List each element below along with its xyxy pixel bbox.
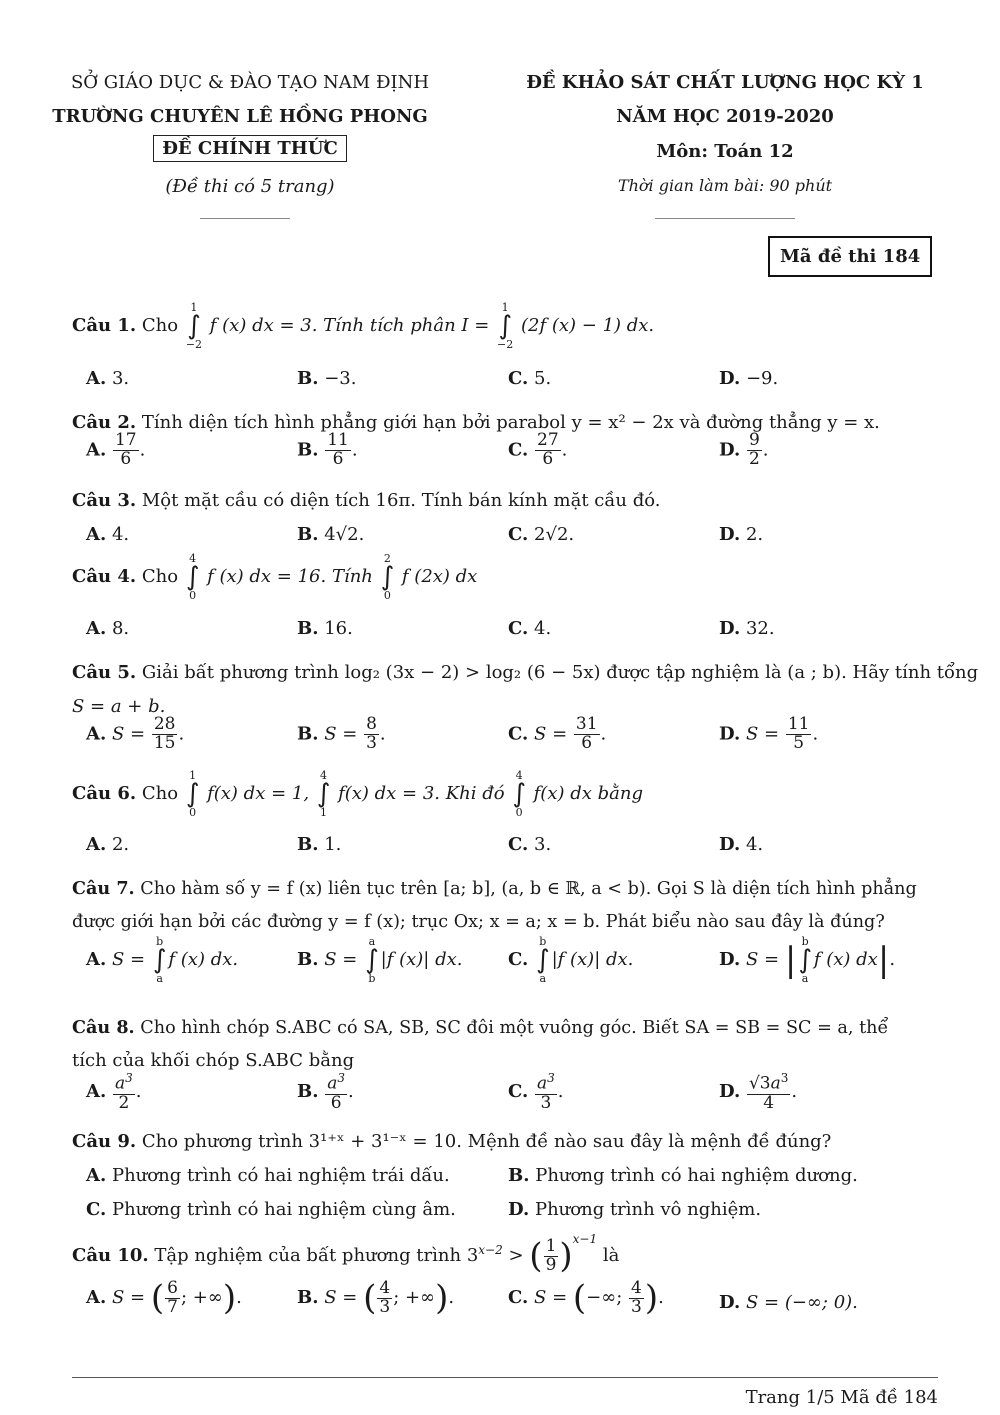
question-2: Câu 2. Tính diện tích hình phẳng giới hạn bởi parabol y = x² − 2x và đường thẳng y = x. bbox=[72, 412, 880, 433]
integral-symbol: 4 ∫ 0 bbox=[185, 552, 200, 602]
q8-option-a[interactable]: A. $\frac{a^3}{2}$ . bbox=[86, 1071, 142, 1113]
q10-option-d[interactable]: D. S = (−∞; 0). bbox=[719, 1292, 858, 1313]
q7-option-c[interactable]: C. b ∫ a |f (x)| dx. bbox=[508, 935, 634, 985]
question-2-text: Tính diện tích hình phẳng giới hạn bởi parabol y = x² − 2x và đường thẳng y = x. bbox=[141, 412, 880, 433]
school-year: NĂM HỌC 2019-2020 bbox=[616, 106, 834, 127]
q8-option-c[interactable]: C. $\frac{a^3}{3}$ . bbox=[508, 1071, 564, 1113]
footer-divider bbox=[72, 1377, 938, 1378]
q8-option-d[interactable]: D. $\frac{√3a^3}{4}$ . bbox=[719, 1071, 798, 1113]
q4-option-c[interactable]: C. 4. bbox=[508, 618, 552, 639]
question-5-text-2: S = a + b. bbox=[72, 696, 166, 717]
integral-symbol: b ∫ a bbox=[798, 935, 812, 985]
integral-symbol: 4 ∫ 0 bbox=[512, 769, 526, 819]
q10-option-c[interactable]: C. S = (−∞; $\frac{4}{3}$ ). bbox=[508, 1277, 664, 1318]
subject: Môn: Toán 12 bbox=[656, 141, 794, 162]
official-badge: ĐỀ CHÍNH THỨC bbox=[153, 135, 347, 162]
question-8: Câu 8. Cho hình chóp S.ABC có SA, SB, SC đôi một vuông góc. Biết SA = SB = SC = a, thể bbox=[72, 1017, 889, 1038]
q8-option-b[interactable]: B. $\frac{a^3}{6}$ . bbox=[297, 1071, 354, 1113]
q1-option-a[interactable]: A. 3. bbox=[86, 368, 130, 389]
q4-option-d[interactable]: D. 32. bbox=[719, 618, 775, 639]
school-name: TRƯỜNG CHUYÊN LÊ HỒNG PHONG bbox=[52, 106, 428, 127]
q4-option-b[interactable]: B. 16. bbox=[297, 618, 353, 639]
integral-symbol: b ∫ a bbox=[152, 935, 167, 985]
integral-symbol: a ∫ b bbox=[365, 935, 379, 985]
exam-code-box: Mã đề thi 184 bbox=[768, 236, 932, 277]
q3-option-c[interactable]: C. 2√2. bbox=[508, 524, 575, 545]
q1-option-c[interactable]: C. 5. bbox=[508, 368, 552, 389]
q6-option-c[interactable]: C. 3. bbox=[508, 834, 552, 855]
q2-option-c[interactable]: C. $\frac{27}{6}$ . bbox=[508, 430, 568, 469]
exam-title: ĐỀ KHẢO SÁT CHẤT LƯỢNG HỌC KỲ 1 bbox=[526, 72, 924, 93]
question-5: Câu 5. Giải bất phương trình log₂ (3x − 2) > log₂ (6 − 5x) được tập nghiệm là (a ; b). Hãy tính tổng bbox=[72, 662, 979, 683]
header-left-rule bbox=[200, 218, 290, 219]
q7-option-a[interactable]: A. S = b ∫ a f (x) dx. bbox=[86, 935, 239, 985]
q9-option-d[interactable]: D. Phương trình vô nghiệm. bbox=[508, 1199, 762, 1220]
question-1-text-3: (2f (x) − 1) dx. bbox=[520, 315, 655, 336]
question-1 bbox=[72, 302, 654, 350]
q4-option-a[interactable]: A. 8. bbox=[86, 618, 130, 639]
question-9: Câu 9. Cho phương trình 3¹⁺ˣ + 3¹⁻ˣ = 10. Mệnh đề nào sau đây là mệnh đề đúng? bbox=[72, 1131, 832, 1152]
question-7: Câu 7. Cho hàm số y = f (x) liên tục trên [a; b], (a, b ∈ ℝ, a < b). Gọi S là diện tích hình phẳng bbox=[72, 878, 917, 899]
integral-symbol: 1 ∫ −2 bbox=[497, 301, 514, 351]
q10-option-b[interactable]: B. S = ( $\frac{4}{3}$ ; +∞). bbox=[297, 1277, 455, 1318]
question-10: Câu 10. Tập nghiệm của bất phương trình $3^{x-2}$ > ( $\frac{1}{9}$ )$^{x-1}$ là bbox=[72, 1232, 620, 1276]
q6-option-a[interactable]: A. 2. bbox=[86, 834, 130, 855]
question-3: Câu 3. Một mặt cầu có diện tích 16π. Tính bán kính mặt cầu đó. bbox=[72, 490, 661, 511]
q5-option-b[interactable]: B. S = $\frac{8}{3}$ . bbox=[297, 714, 386, 753]
q5-option-c[interactable]: C. S = $\frac{31}{6}$ . bbox=[508, 714, 607, 753]
question-9-text: Cho phương trình 3¹⁺ˣ + 3¹⁻ˣ = 10. Mệnh đề nào sau đây là mệnh đề đúng? bbox=[141, 1131, 832, 1152]
question-6: Câu 6. Cho 1 ∫ 0 f(x) dx = 1, 4 ∫ 1 f(x) dx = 3. Khi đó 4 ∫ 0 f(x) dx bằng bbox=[72, 769, 643, 819]
question-3-text: Một mặt cầu có diện tích 16π. Tính bán kính mặt cầu đó. bbox=[141, 490, 661, 511]
q2-option-d[interactable]: D. $\frac{9}{2}$ . bbox=[719, 430, 769, 469]
q3-option-d[interactable]: D. 2. bbox=[719, 524, 764, 545]
question-1-text-2: f (x) dx = 3. Tính tích phân I = bbox=[209, 315, 490, 336]
department-name: SỞ GIÁO DỤC & ĐÀO TẠO NAM ĐỊNH bbox=[70, 72, 430, 93]
integral-symbol: 1 ∫ 0 bbox=[185, 769, 200, 819]
question-8-text-2: tích của khối chóp S.ABC bằng bbox=[72, 1050, 355, 1071]
q2-option-a[interactable]: A. $\frac{17}{6}$ . bbox=[86, 430, 146, 469]
question-7-text: Cho hàm số y = f (x) liên tục trên [a; b], (a, b ∈ ℝ, a < b). Gọi S là diện tích hình phẳng bbox=[140, 879, 917, 899]
header-right-rule bbox=[655, 218, 795, 219]
q9-option-b[interactable]: B. Phương trình có hai nghiệm dương. bbox=[508, 1165, 858, 1186]
q3-option-b[interactable]: B. 4√2. bbox=[297, 524, 365, 545]
q7-option-b[interactable]: B. S = a ∫ b |f (x)| dx. bbox=[297, 935, 463, 985]
question-1-text-1: Cho bbox=[141, 315, 179, 336]
q2-option-b[interactable]: B. $\frac{11}{6}$ . bbox=[297, 430, 358, 469]
integral-symbol: 1 ∫ −2 bbox=[185, 301, 203, 351]
q1-option-d[interactable]: D. −9. bbox=[719, 368, 779, 389]
q9-option-c[interactable]: C. Phương trình có hai nghiệm cùng âm. bbox=[86, 1199, 456, 1220]
q3-option-a[interactable]: A. 4. bbox=[86, 524, 130, 545]
question-7-text-2: được giới hạn bởi các đường y = f (x); trục Ox; x = a; x = b. Phát biểu nào sau đây là đúng? bbox=[72, 912, 885, 932]
q10-option-a[interactable]: A. S = ( $\frac{6}{7}$ ; +∞). bbox=[86, 1277, 242, 1318]
question-1-label: Câu 1. bbox=[72, 315, 137, 336]
pages-note: (Đề thi có 5 trang) bbox=[165, 176, 335, 197]
question-5-text: Giải bất phương trình log₂ (3x − 2) > log₂ (6 − 5x) được tập nghiệm là (a ; b). Hãy tính tổng bbox=[141, 662, 979, 683]
question-8-text: Cho hình chóp S.ABC có SA, SB, SC đôi một vuông góc. Biết SA = SB = SC = a, thể bbox=[140, 1018, 889, 1038]
q1-option-b[interactable]: B. −3. bbox=[297, 368, 357, 389]
q5-option-d[interactable]: D. S = $\frac{11}{5}$ . bbox=[719, 714, 819, 753]
q9-option-a[interactable]: A. Phương trình có hai nghiệm trái dấu. bbox=[86, 1165, 450, 1186]
official-badge-wrap bbox=[40, 138, 460, 159]
q6-option-b[interactable]: B. 1. bbox=[297, 834, 342, 855]
question-10-text-2: là bbox=[602, 1245, 620, 1266]
q5-option-a[interactable]: A. S = $\frac{28}{15}$ . bbox=[86, 714, 185, 753]
question-4: Câu 4. Cho 4 ∫ 0 f (x) dx = 16. Tính 2 ∫ 0 f (2x) dx bbox=[72, 552, 478, 602]
question-10-text-1: Tập nghiệm của bất phương trình bbox=[154, 1245, 462, 1266]
page-footer: Trang 1/5 Mã đề 184 bbox=[745, 1387, 938, 1408]
q6-option-d[interactable]: D. 4. bbox=[719, 834, 764, 855]
integral-symbol: b ∫ a bbox=[536, 935, 550, 985]
integral-symbol: 2 ∫ 0 bbox=[380, 552, 395, 602]
q7-option-d[interactable]: D. S = | b ∫ a f (x) dx|. bbox=[719, 935, 896, 985]
duration: Thời gian làm bài: 90 phút bbox=[617, 176, 833, 195]
integral-symbol: 4 ∫ 1 bbox=[316, 769, 331, 819]
